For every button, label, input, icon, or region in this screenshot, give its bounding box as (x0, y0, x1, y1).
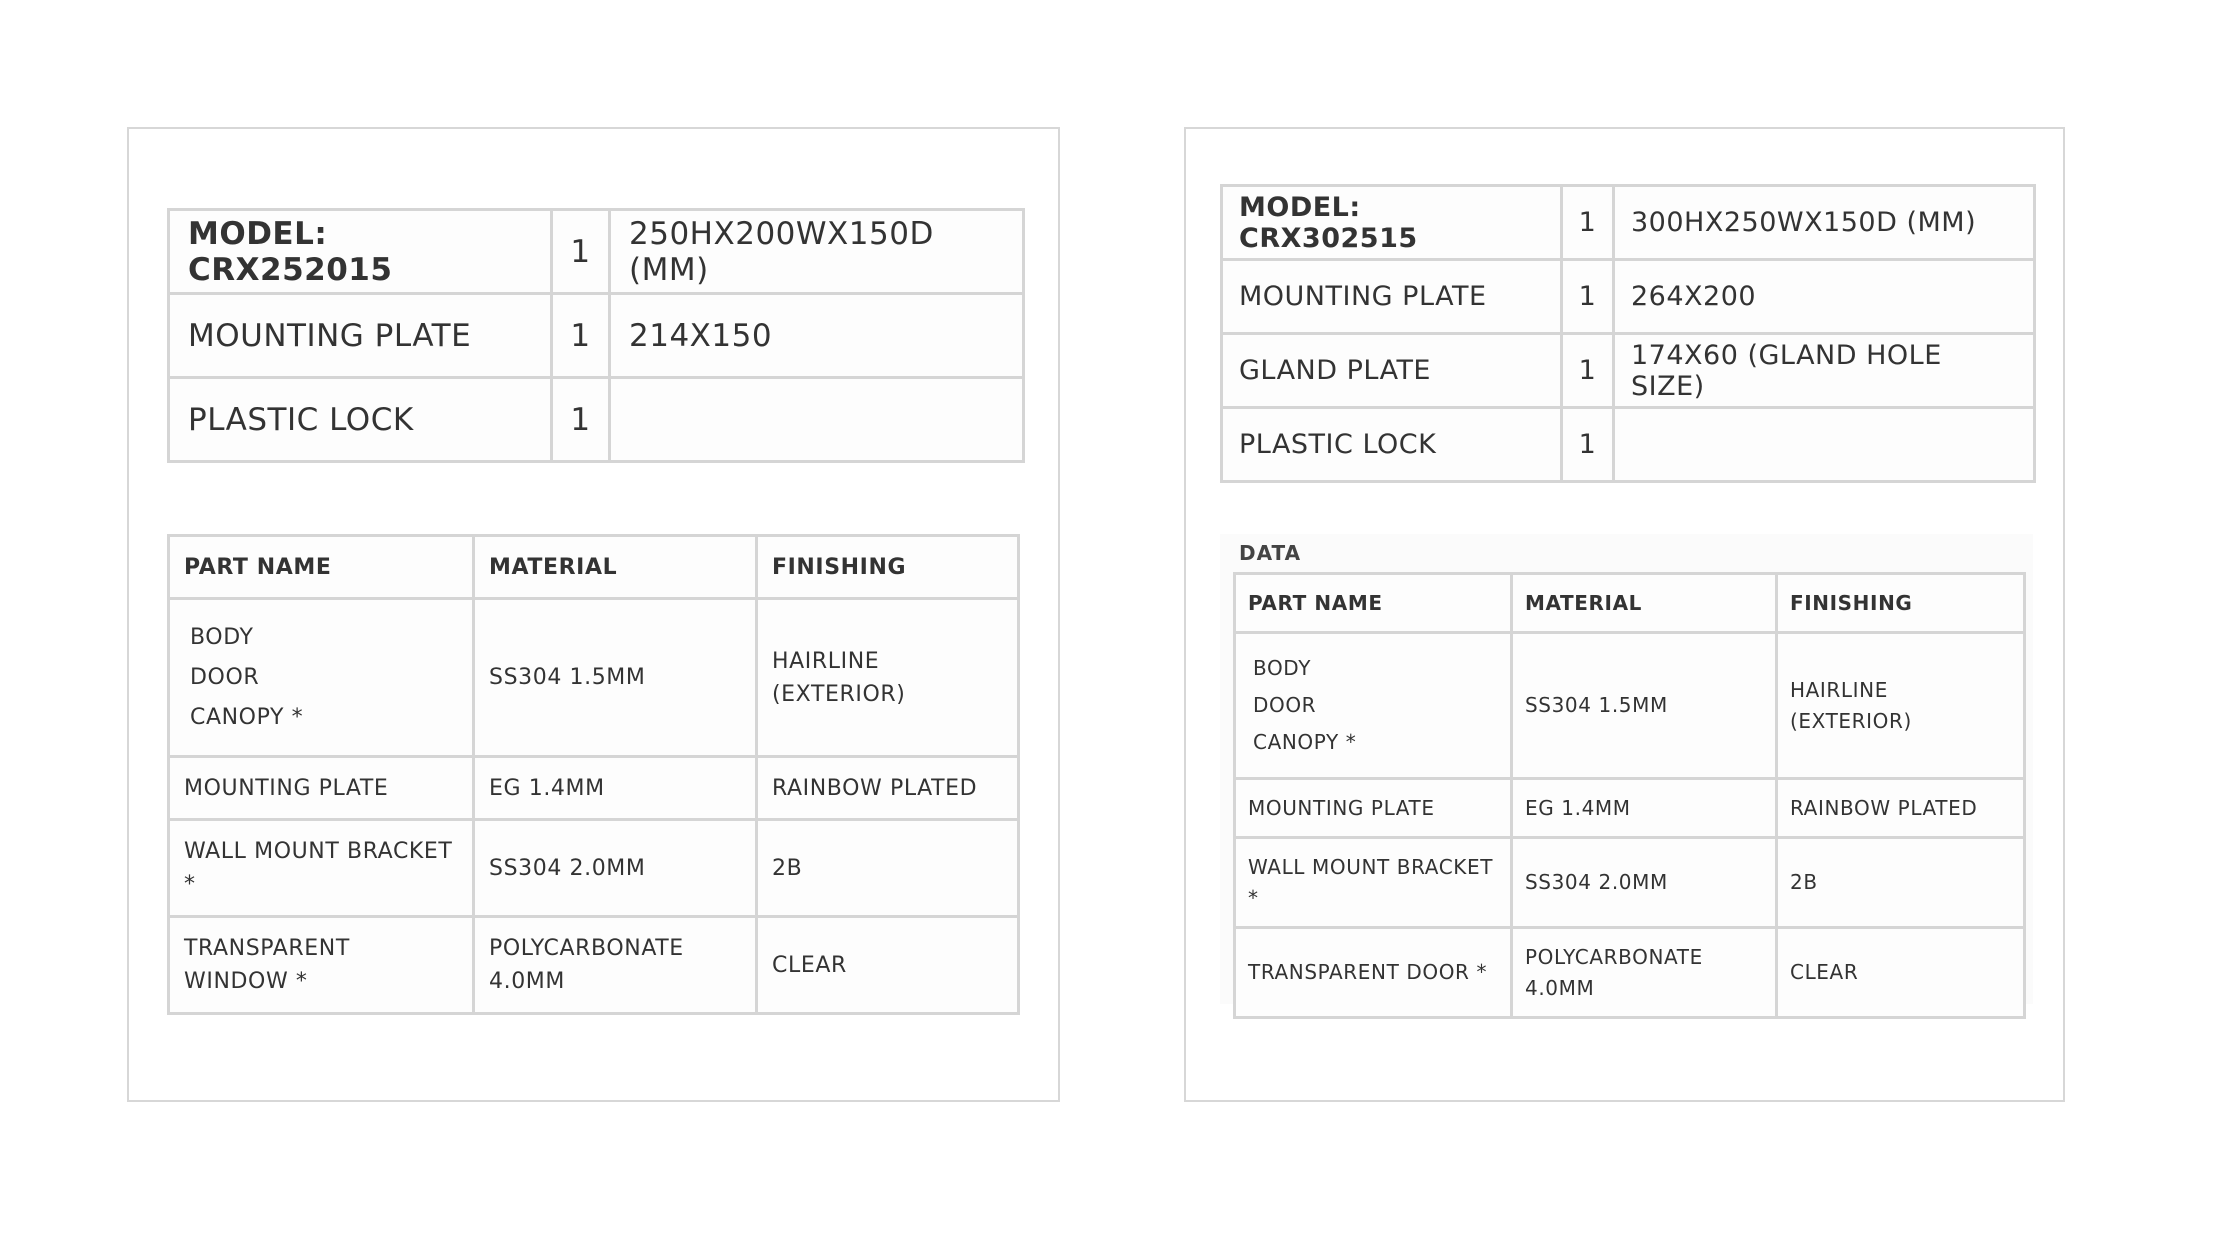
header-material: MATERIAL (1512, 574, 1777, 633)
spec-name-cell: GLAND PLATE (1222, 334, 1562, 408)
parts-row (169, 917, 1019, 1014)
spec-value-cell: 214X150 (610, 294, 1024, 378)
left-spec-table (167, 208, 1025, 463)
spec-row (169, 378, 1024, 462)
part-name-cell (1235, 633, 1512, 779)
spec-qty-cell: 1 (552, 210, 610, 294)
part-name-cell: TRANSPARENT WINDOW * (169, 917, 474, 1014)
spec-row (169, 294, 1024, 378)
spec-qty-cell: 1 (1562, 260, 1614, 334)
material-cell: SS304 1.5MM (474, 599, 757, 757)
spec-value-cell: 174X60 (GLAND HOLE SIZE) (1614, 334, 2035, 408)
material-cell: POLYCARBONATE 4.0MM (474, 917, 757, 1014)
part-name-line: BODY (1253, 656, 1312, 680)
spec-qty-cell: 1 (552, 378, 610, 462)
part-name-cell: TRANSPARENT DOOR * (1235, 928, 1512, 1018)
spec-value-cell: 300HX250WX150D (MM) (1614, 186, 2035, 260)
finishing-cell: RAINBOW PLATED (1777, 779, 2025, 838)
spec-value-cell: 250HX200WX150D (MM) (610, 210, 1024, 294)
right-spec-card (1184, 127, 2065, 1102)
finishing-cell: 2B (1777, 838, 2025, 928)
header-finishing: FINISHING (1777, 574, 2025, 633)
header-part-name: PART NAME (1235, 574, 1512, 633)
finishing-cell: 2B (757, 820, 1019, 917)
parts-header-row (169, 536, 1019, 599)
parts-row (169, 757, 1019, 820)
header-finishing: FINISHING (757, 536, 1019, 599)
spec-name-cell: PLASTIC LOCK (1222, 408, 1562, 482)
spec-row-model (1222, 186, 2035, 260)
parts-header-row (1235, 574, 2025, 633)
spec-qty-cell: 1 (1562, 334, 1614, 408)
finishing-cell: RAINBOW PLATED (757, 757, 1019, 820)
spec-value-cell: 264X200 (1614, 260, 2035, 334)
material-cell: EG 1.4MM (1512, 779, 1777, 838)
data-section-title: DATA (1239, 541, 1302, 565)
parts-row (1235, 928, 2025, 1018)
spec-name-cell: MODEL: CRX252015 (169, 210, 552, 294)
finishing-cell: CLEAR (1777, 928, 2025, 1018)
spec-value-cell (610, 378, 1024, 462)
part-name-line: DOOR (1253, 693, 1317, 717)
finishing-cell: CLEAR (757, 917, 1019, 1014)
spec-value-cell (1614, 408, 2035, 482)
spec-row (1222, 334, 2035, 408)
parts-row (1235, 633, 2025, 779)
part-name-line: DOOR (190, 664, 260, 690)
header-part-name: PART NAME (169, 536, 474, 599)
material-cell: SS304 1.5MM (1512, 633, 1777, 779)
spec-qty-cell: 1 (552, 294, 610, 378)
spec-name-cell: PLASTIC LOCK (169, 378, 552, 462)
part-name-cell: MOUNTING PLATE (169, 757, 474, 820)
parts-row (1235, 838, 2025, 928)
spec-name-cell: MOUNTING PLATE (1222, 260, 1562, 334)
data-section (1220, 534, 2033, 1004)
spec-row (1222, 408, 2035, 482)
header-material: MATERIAL (474, 536, 757, 599)
part-name-cell (169, 599, 474, 757)
part-name-cell: MOUNTING PLATE (1235, 779, 1512, 838)
parts-row (1235, 779, 2025, 838)
material-cell: EG 1.4MM (474, 757, 757, 820)
spec-name-cell: MODEL: CRX302515 (1222, 186, 1562, 260)
finishing-cell: HAIRLINE (EXTERIOR) (757, 599, 1019, 757)
spec-name-cell: MOUNTING PLATE (169, 294, 552, 378)
right-spec-table (1220, 184, 2036, 483)
spec-row (1222, 260, 2035, 334)
part-name-cell: WALL MOUNT BRACKET * (1235, 838, 1512, 928)
part-name-line: BODY (190, 624, 254, 650)
part-name-line: CANOPY * (190, 704, 304, 730)
left-spec-card (127, 127, 1060, 1102)
spec-qty-cell: 1 (1562, 186, 1614, 260)
material-cell: SS304 2.0MM (1512, 838, 1777, 928)
left-parts-table (167, 534, 1020, 1015)
spec-row-model (169, 210, 1024, 294)
parts-row (169, 820, 1019, 917)
material-cell: SS304 2.0MM (474, 820, 757, 917)
parts-row (169, 599, 1019, 757)
spec-qty-cell: 1 (1562, 408, 1614, 482)
part-name-line: CANOPY * (1253, 730, 1357, 754)
material-cell: POLYCARBONATE 4.0MM (1512, 928, 1777, 1018)
part-name-cell: WALL MOUNT BRACKET * (169, 820, 474, 917)
finishing-cell: HAIRLINE (EXTERIOR) (1777, 633, 2025, 779)
right-parts-table (1233, 572, 2026, 1019)
